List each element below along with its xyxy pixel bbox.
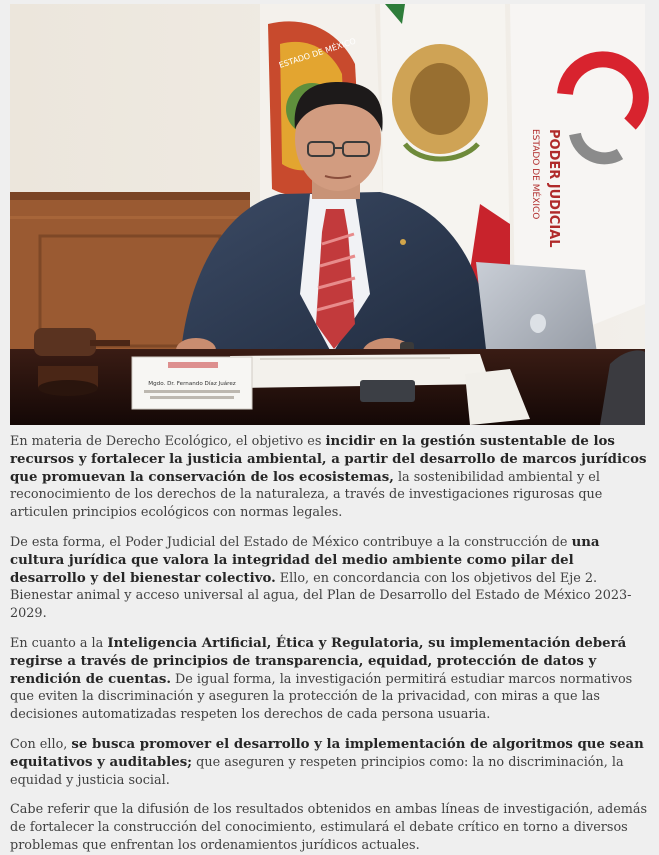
paragraph-derecho-ecologico [10, 433, 650, 522]
paragraph-inteligencia-artificial [10, 635, 650, 724]
nameplate [132, 357, 252, 409]
flag-text-estado: ESTADO DE MÉXICO [530, 129, 540, 220]
article-body [10, 433, 650, 855]
body-text: Con ello, [10, 736, 72, 752]
emphasis-text: Inteligencia Artificial, Ética y Regulatoria, su implementación deberá regirse a través de principios de transparencia, equidad, protección de datos y rendición de cuentas. [10, 635, 627, 687]
article-photo [10, 4, 645, 425]
paragraph-difusion-resultados [10, 801, 650, 854]
body-text: En cuanto a la [10, 635, 108, 651]
emphasis-text: se busca promover el desarrollo y la implementación de algoritmos que sean equitativos y auditables; [10, 736, 644, 770]
body-text: Ello, en concordancia con los objetivos del Eje 2. Bienestar animal y acceso universal al agua, del Plan de Desarrollo del Estado de México 2023-2029. [10, 570, 632, 622]
nameplate-text: Mgdo. Dr. Fernando Díaz Juárez [148, 381, 236, 387]
emphasis-text: incidir en la gestión sustentable de los recursos y fortalecer la justicia ambiental, a partir del desarrollo de marcos jurídicos que promuevan la conservación de los ecosistemas, [10, 434, 647, 485]
body-text: De igual forma, la investigación permitirá estudiar marcos normativos que eviten la discriminación y aseguren la protección de la privacidad, con miras a que las decisiones automatizadas respeten los derechos de cada persona usuaria. [10, 671, 633, 723]
paragraph-algoritmos [10, 736, 650, 789]
photo-illustration [10, 4, 645, 425]
emphasis-text: una cultura jurídica que valora la integridad del medio ambiente como pilar del desarrollo y del bienestar colectivo. [10, 534, 600, 586]
body-text: que aseguren y respeten principios como: la no discriminación, la equidad y justicia social. [10, 754, 624, 788]
body-text: la sostenibilidad ambiental y el reconocimiento de los derechos de la naturaleza, a través de investigaciones rigurosas que articulen principios ecológicos con normas legales. [10, 469, 603, 521]
body-text: De esta forma, el Poder Judicial del Estado de México contribuye a la construcción de [10, 534, 572, 550]
device [360, 380, 415, 402]
flag-text-edomex: ESTADO DE MÉXICO [277, 36, 357, 70]
body-text: En materia de Derecho Ecológico, el objetivo es [10, 434, 326, 449]
body-text: Cabe referir que la difusión de los resultados obtenidos en ambas líneas de investigación, además de fortalecer la construcción del conocimiento, estimulará el debate crítico en torno a diversos problemas que enfrentan los ordenamientos jurídicos actuales. [10, 802, 648, 853]
paragraph-cultura-juridica [10, 534, 650, 623]
flag-text-poder: PODER JUDICIAL [546, 129, 561, 248]
